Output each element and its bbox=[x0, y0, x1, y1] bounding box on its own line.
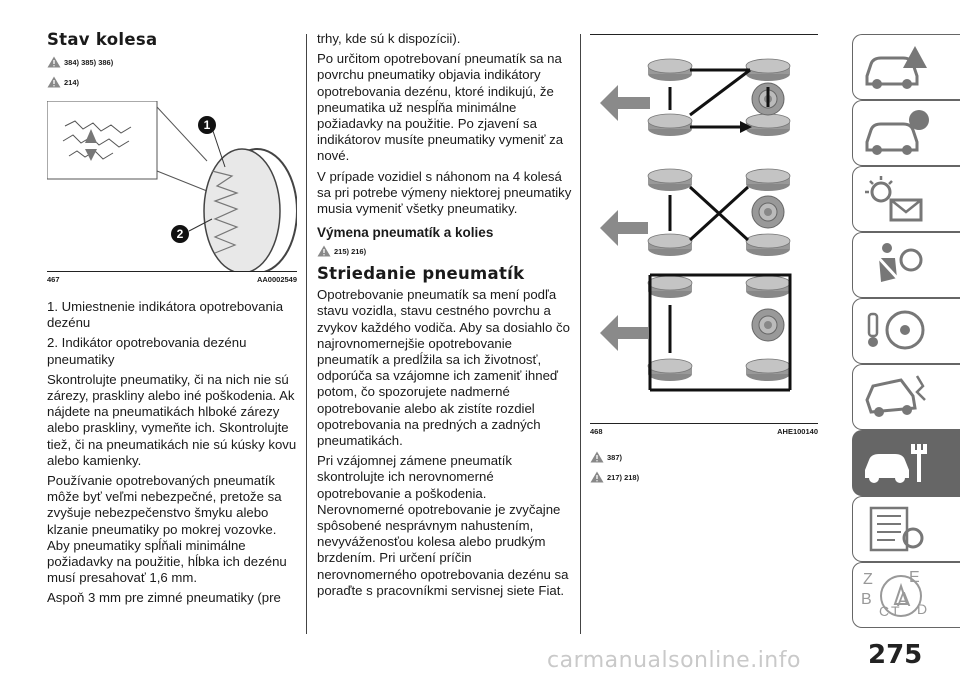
figure-tire-tread-indicator bbox=[47, 101, 297, 272]
warning-ref: 215) 216) bbox=[317, 244, 572, 258]
watermark: carmanualsonline.info bbox=[547, 648, 801, 673]
warning-triangle-icon bbox=[590, 451, 604, 463]
section-title-wheel-condition: Stav kolesa bbox=[47, 30, 158, 49]
figure-code: AHE100140 bbox=[777, 427, 818, 436]
tab-dashboard-lights[interactable] bbox=[852, 166, 960, 232]
warning-triangle-icon bbox=[590, 471, 604, 483]
paragraph: trhy, kde sú k dispozícii). bbox=[317, 31, 461, 46]
warning-ref-a: 384) 385) 386) bbox=[47, 55, 297, 69]
subheading-tire-replacement: Výmena pneumatík a kolies bbox=[317, 225, 494, 241]
warning-triangle-icon bbox=[47, 76, 61, 88]
column-divider-1 bbox=[306, 34, 307, 634]
car-crash-icon bbox=[861, 370, 931, 422]
index-letter: Z bbox=[863, 571, 873, 588]
figure-caption bbox=[590, 427, 818, 436]
right-column bbox=[590, 0, 818, 484]
warning-ref-b: 217) 218) bbox=[590, 470, 818, 484]
tab-technical-data[interactable] bbox=[852, 496, 960, 562]
tab-car-warning[interactable] bbox=[852, 34, 960, 100]
figure-number: 468 bbox=[590, 427, 603, 436]
tab-car-service-tools[interactable] bbox=[852, 430, 960, 496]
index-letter: C bbox=[879, 603, 890, 619]
left-column bbox=[47, 0, 297, 607]
list-item: 2. Indikátor opotrebovania dezénu pneumatiky bbox=[47, 335, 247, 367]
car-service-tools-icon bbox=[861, 436, 931, 488]
technical-data-icon bbox=[861, 502, 931, 554]
list-item: 1. Umiestnenie indikátora opotrebovania dezénu bbox=[47, 299, 284, 331]
callout-2: 2 bbox=[176, 227, 184, 241]
car-warning-icon bbox=[861, 40, 931, 92]
figure-number: 467 bbox=[47, 275, 60, 284]
warning-ref-b: 214) bbox=[47, 75, 297, 89]
tab-seatbelt-airbag[interactable] bbox=[852, 232, 960, 298]
warning-ref-a: 387) bbox=[590, 450, 818, 464]
index-letter: A bbox=[897, 589, 911, 611]
paragraph: Opotrebovanie pneumatík sa mení podľa stavu vozidla, stavu cestného povrchu a zvykov každého vodiča. Aby sa dosiahlo čo najrovnomernejšie opotrebovanie pneumatík a predĺžila sa ich životnosť, odporúča sa vzájomne ich zameniť ihneď potom, čo spozorujete nadmerné opotrebovanie alebo ak zistíte rozdiel opotrebovania na predných a zadných pneumatikách. bbox=[317, 287, 570, 449]
tab-steering-key[interactable] bbox=[852, 298, 960, 364]
rotation-diagram bbox=[590, 35, 818, 423]
index-letter: D bbox=[917, 601, 928, 617]
paragraph: Skontrolujte pneumatiky, či na nich nie sú zárezy, praskliny alebo iné poškodenia. Ak nájdete na pneumatikách hlboké zárezy alebo praskliny, vymeňte ich. Skontrolujte tiež, či na pneumatikách nie sú kúsky kovu alebo kamienky. bbox=[47, 371, 297, 468]
warning-triangle-icon bbox=[47, 56, 61, 68]
paragraph: Po určitom opotrebovaní pneumatík sa na povrchu pneumatiky objavia indikátory opotrebovania dezénu, ktoré indikujú, že pneumatika už nespĺňa minimálne požiadavky na použitie. Po zjavení sa indikátorov musíte pneumatiky vymeniť za nové. bbox=[317, 51, 564, 164]
seatbelt-airbag-icon bbox=[861, 238, 931, 290]
paragraph: Pri vzájomnej zámene pneumatík skontrolujte ich nerovnomerné opotrebovanie a poškodenia. Nerovnomerné opotrebovanie je zvyčajne spôsobené nesprávnym nahustením, nevyváženosťou kolesa alebo prudkým brzdením. Pri určení príčin nerovnomerného opotrebovania dezénu sa poraďte s pracovníkmi servisnej siete Fiat. bbox=[317, 453, 569, 598]
warning-triangle-icon bbox=[317, 245, 331, 257]
page-number: 275 bbox=[868, 640, 923, 670]
dashboard-lights-icon bbox=[861, 172, 931, 224]
section-title-tire-rotation: Striedanie pneumatík bbox=[317, 264, 525, 284]
car-info-icon bbox=[861, 106, 931, 158]
paragraph: Aspoň 3 mm pre zimné pneumatiky (pre bbox=[47, 590, 281, 606]
column-divider-2 bbox=[580, 34, 581, 634]
paragraph: V prípade vozidiel s náhonom na 4 kolesá sa pri potrebe výmeny niektorej pneumatiky musia vymeniť všetky pneumatiky. bbox=[317, 168, 572, 217]
figure-code: AA0002549 bbox=[256, 275, 297, 284]
tab-car-info[interactable] bbox=[852, 100, 960, 166]
callout-1: 1 bbox=[203, 118, 211, 132]
tab-car-crash[interactable] bbox=[852, 364, 960, 430]
tab-index-alphabet[interactable] bbox=[852, 562, 960, 628]
index-letter: E bbox=[909, 569, 920, 586]
paragraph: Používanie opotrebovaných pneumatík môže byť veľmi nebezpečné, pretože sa zvyšuje nebezpečenstvo šmyku alebo klzanie pneumatiky po mokrej vozovke. Aby pneumatiky spĺňali minimálne požiadavky na použitie, hĺbka ich dezénu musí presahovať 1,6 mm. bbox=[47, 473, 287, 586]
figure-caption bbox=[47, 275, 297, 284]
index-letter: T bbox=[891, 603, 900, 619]
tire-tread-illustration bbox=[47, 101, 297, 271]
figure-tire-rotation-patterns bbox=[590, 34, 818, 424]
index-letter: B bbox=[861, 591, 872, 608]
middle-column bbox=[317, 31, 572, 599]
steering-key-icon bbox=[861, 304, 931, 356]
